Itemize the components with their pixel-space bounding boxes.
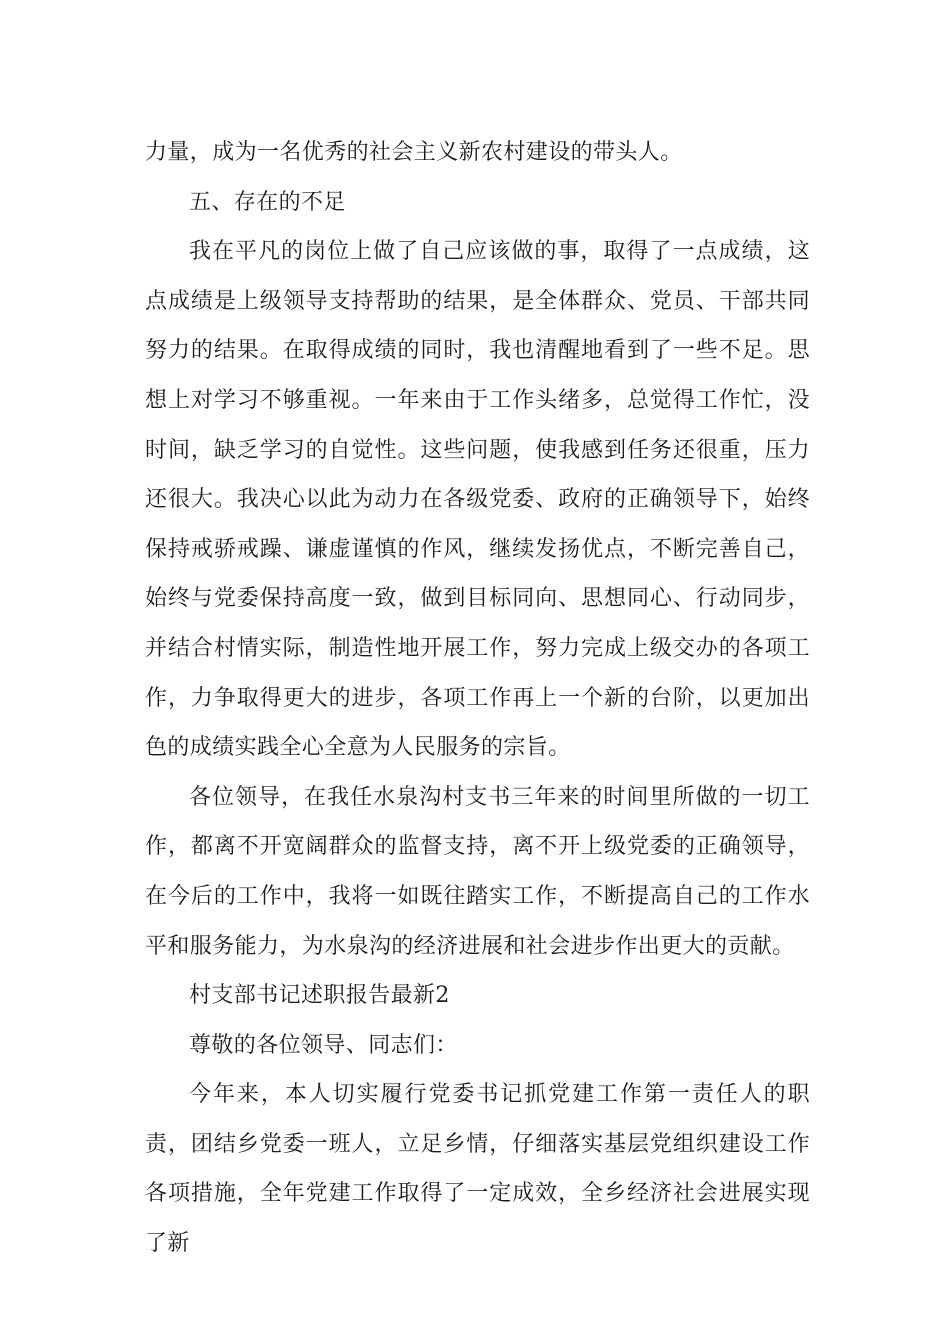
report-title: 村支部书记述职报告最新2 [189, 983, 450, 1009]
salutation: 尊敬的各位领导、同志们： [189, 1032, 458, 1058]
paragraph-intro: 今年来，本人切实履行党委书记抓党建工作第一责任人的职责，团结乡党委一班人，立足乡情，仔细落实基层党组织建设工作各项措施，全年党建工作取得了一定成效，全乡经济社会进展实现了新 [145, 1082, 810, 1257]
paragraph-shortcomings: 我在平凡的岗位上做了自己应该做的事，取得了一点成绩，这点成绩是上级领导支持帮助的结果，是全体群众、党员、干部共同努力的结果。在取得成绩的同时，我也清醒地看到了一些不足。思想上对学习不够重视。一年来由于工作头绪多，总觉得工作忙，没时间，缺乏学习的自觉性。这些问题，使我感到任务还很重，压力还很大。我决心以此为动力在各级党委、政府的正确领导下，始终保持戒骄戒躁、谦虚谨慎的作风，继续发扬优点，不断完善自己，始终与党委保持高度一致，做到目标同向、思想同心、行动同步，并结合村情实际，制造性地开展工作，努力完成上级交办的各项工作，力争取得更大的进步，各项工作再上一个新的台阶，以更加出色的成绩实践全心全意为人民服务的宗旨。 [145, 239, 810, 761]
paragraph-closing: 各位领导，在我任水泉沟村支书三年来的时间里所做的一切工作，都离不开宽阔群众的监督支持，离不开上级党委的正确领导，在今后的工作中，我将一如既往踏实工作，不断提高自己的工作水平和服务能力，为水泉沟的经济进展和社会进步作出更大的贡献。 [145, 784, 810, 959]
paragraph-continuation: 力量，成为一名优秀的社会主义新农村建设的带头人。 [145, 140, 683, 165]
section-heading: 五、存在的不足 [189, 189, 346, 215]
document-body [145, 128, 810, 1269]
